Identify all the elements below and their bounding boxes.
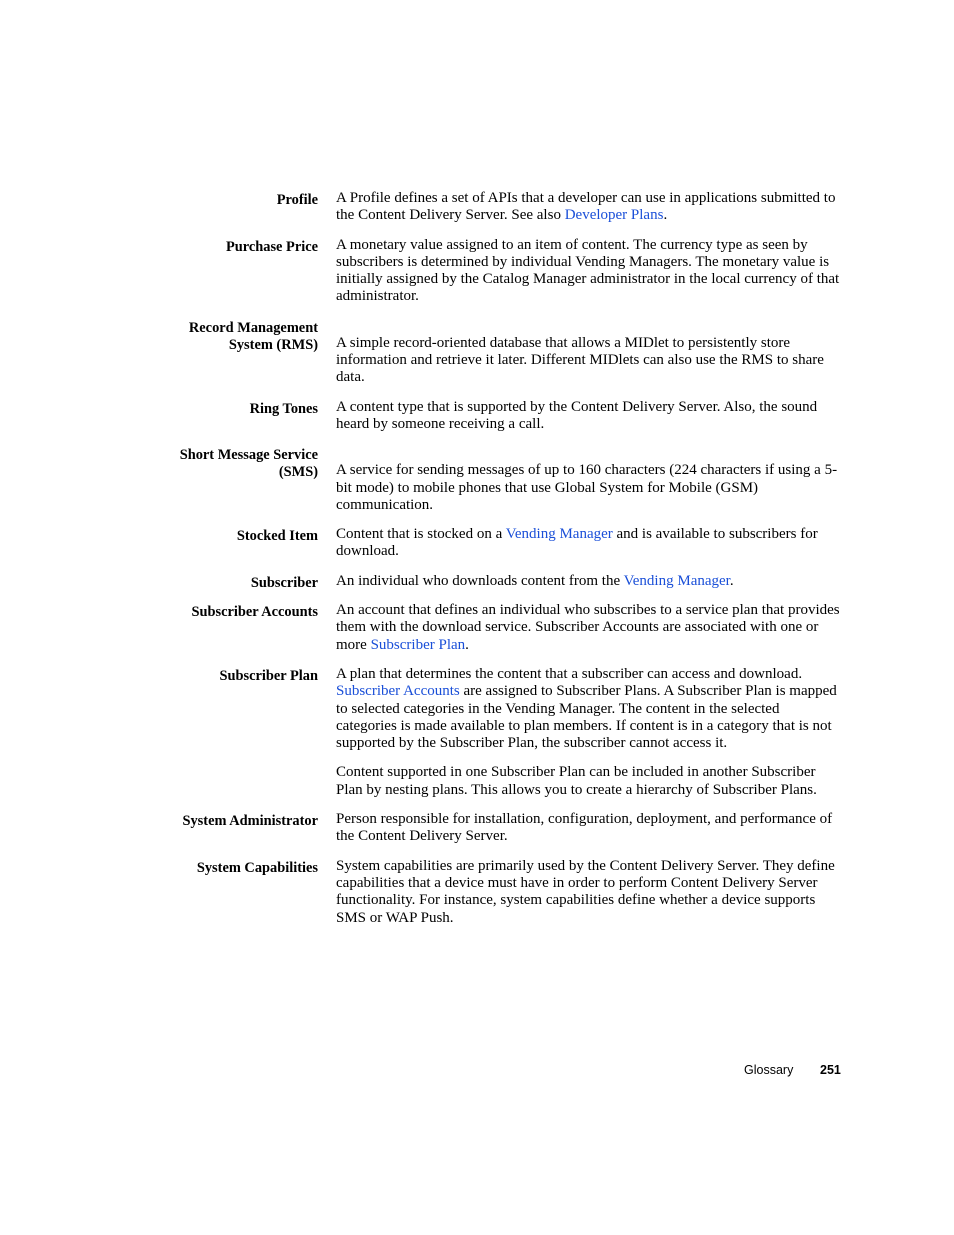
definition-text: . bbox=[663, 207, 668, 224]
definition-text: . bbox=[465, 636, 469, 653]
glossary-term-line: Short Message Service bbox=[179, 447, 318, 464]
definition-text: An account that defines an individual who subscribes to a service plan that provides them with the download service. Subscriber Accounts are associated with one or more bbox=[336, 602, 840, 653]
glossary-definition bbox=[336, 666, 841, 799]
definition-paragraph bbox=[336, 858, 841, 927]
definition-text: Person responsible for installation, configuration, deployment, and performance of the Content Delivery Server. bbox=[336, 811, 833, 845]
glossary-term-line: System (RMS) bbox=[228, 336, 318, 353]
glossary-definition bbox=[336, 602, 841, 654]
definition-text: A service for sending messages of up to 160 characters (224 characters if using a 5-bit mode) to mobile phones that use Global System for Mobile (GSM) communication. bbox=[336, 462, 838, 513]
definition-paragraph bbox=[336, 602, 841, 654]
cross-reference-link[interactable]: Developer Plans bbox=[564, 207, 664, 224]
definition-text: Content that is stocked on a bbox=[336, 526, 506, 543]
glossary-definition bbox=[336, 237, 841, 306]
glossary-list bbox=[0, 190, 954, 927]
cross-reference-link[interactable]: Vending Manager bbox=[623, 572, 730, 589]
definition-text: An individual who downloads content from the bbox=[336, 572, 624, 589]
glossary-term-line: Record Management bbox=[188, 319, 318, 336]
glossary-definition bbox=[336, 318, 841, 387]
cross-reference-link[interactable]: Subscriber Plan bbox=[370, 636, 466, 653]
glossary-term-line: (SMS) bbox=[278, 464, 318, 481]
page-footer bbox=[0, 1063, 954, 1081]
glossary-entry bbox=[0, 811, 954, 846]
definition-text: and is available to subscribers for download. bbox=[336, 526, 818, 560]
page-number: 251 bbox=[820, 1063, 841, 1077]
glossary-entry bbox=[0, 526, 954, 561]
footer-section-title: Glossary bbox=[744, 1063, 794, 1077]
definition-text: . bbox=[729, 572, 734, 589]
glossary-entry bbox=[0, 602, 954, 654]
definition-paragraph bbox=[336, 399, 841, 434]
glossary-definition bbox=[336, 526, 841, 561]
glossary-term: Subscriber Accounts bbox=[191, 604, 318, 621]
definition-text: System capabilities are primarily used by the Content Delivery Server. They define capabilities that a device must have in order to perform Content Delivery Server functionality. For instance, system capabilities define whether a device supports SMS or WAP Push. bbox=[336, 857, 835, 926]
definition-paragraph bbox=[336, 335, 841, 387]
glossary-entry bbox=[0, 858, 954, 927]
definition-text: A content type that is supported by the Content Delivery Server. Also, the sound heard by someone receiving a call. bbox=[336, 398, 818, 432]
glossary-term: Ring Tones bbox=[249, 400, 318, 417]
definition-text: A simple record-oriented database that allows a MIDlet to persistently store information and retrieve it later. Different MIDlets can also use the RMS to share data. bbox=[336, 334, 824, 386]
definition-text: are assigned to Subscriber Plans. A Subscriber Plan is mapped to selected categories in the Vending Manager. The content in the selected categories is made available to plan members. If content is in a category that is not supported by the Subscriber Plan, the subscriber cannot access it. bbox=[336, 683, 837, 752]
glossary-definition bbox=[336, 858, 841, 927]
glossary-definition bbox=[336, 811, 841, 846]
definition-text: Content supported in one Subscriber Plan can be included in another Subscriber Plan by nesting plans. This allows you to create a hierarchy of Subscriber Plans. bbox=[336, 764, 817, 798]
glossary-term: Profile bbox=[276, 192, 318, 208]
glossary-term: System Capabilities bbox=[196, 859, 318, 876]
glossary-entry bbox=[0, 399, 954, 434]
glossary-definition bbox=[336, 399, 841, 434]
glossary-term: Purchase Price bbox=[225, 238, 318, 255]
cross-reference-link[interactable]: Vending Manager bbox=[505, 526, 613, 543]
definition-paragraph bbox=[336, 573, 841, 590]
definition-paragraph bbox=[336, 462, 841, 514]
glossary-entry bbox=[0, 666, 954, 799]
definition-paragraph bbox=[336, 237, 841, 306]
definition-text: A monetary value assigned to an item of content. The currency type as seen by subscribers is determined by individual Vending Managers. The monetary value is initially assigned by the Catalog Manager administrator in the local currency of that administrator. bbox=[336, 236, 840, 305]
glossary-definition bbox=[336, 190, 841, 225]
glossary-definition bbox=[336, 445, 841, 514]
glossary-entry bbox=[0, 237, 954, 306]
glossary-term bbox=[140, 445, 318, 481]
definition-paragraph bbox=[336, 666, 841, 752]
definition-text: A Profile defines a set of APIs that a developer can use in applications submitted to the Content Delivery Server. See also bbox=[336, 190, 836, 224]
definition-paragraph bbox=[336, 811, 841, 846]
definition-paragraph bbox=[336, 190, 841, 225]
glossary-entry bbox=[0, 573, 954, 590]
definition-paragraph bbox=[336, 526, 841, 561]
glossary-term: System Administrator bbox=[182, 813, 318, 830]
glossary-entry bbox=[0, 190, 954, 225]
glossary-term: Subscriber Plan bbox=[219, 667, 318, 684]
glossary-entry bbox=[0, 318, 954, 387]
glossary-term bbox=[140, 318, 318, 354]
glossary-definition bbox=[336, 573, 841, 590]
definition-paragraph bbox=[336, 764, 841, 799]
glossary-term: Stocked Item bbox=[236, 528, 318, 545]
definition-text: A plan that determines the content that a subscriber can access and download. bbox=[336, 665, 803, 682]
cross-reference-link[interactable]: Subscriber Accounts bbox=[336, 683, 460, 700]
glossary-term: Subscriber bbox=[250, 574, 318, 591]
glossary-entry bbox=[0, 445, 954, 514]
